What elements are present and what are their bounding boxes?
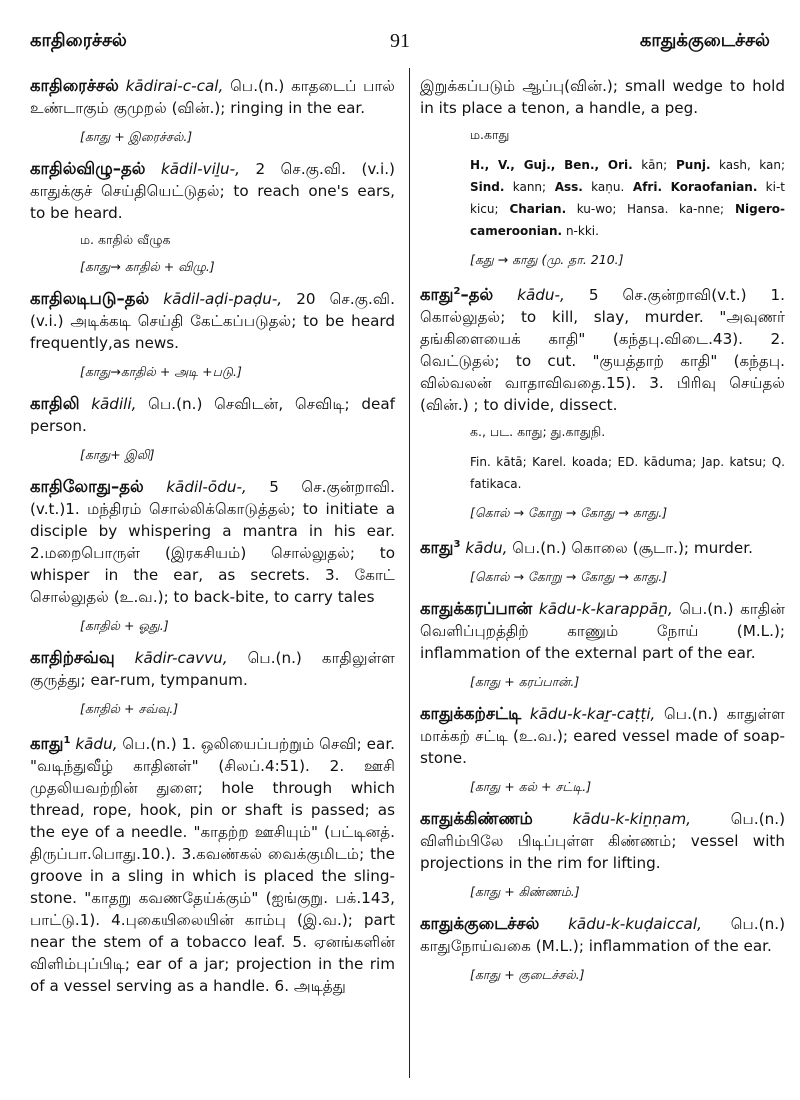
headword: காது [30, 734, 64, 754]
cognate: ம.காது [470, 127, 510, 142]
transliteration: kādirai-c-cal, [125, 77, 224, 95]
etymology: [காது→ காதில் + விழு.] [80, 259, 215, 274]
homonym-number: 1 [63, 735, 71, 746]
headword-suffix: –தல் [460, 285, 494, 305]
cognate-word: kann; [504, 180, 547, 194]
cognate-word: kān; [632, 158, 668, 172]
transliteration: kādu-, [517, 286, 565, 305]
page-number: 91 [390, 30, 410, 52]
etymology: [காது + இரைச்சல்.] [80, 129, 193, 144]
cognate-lang: Afri. Koraofanian. [624, 180, 758, 194]
headword: காதுக்கற்சட்டி [420, 704, 522, 724]
dictionary-entry [420, 281, 785, 416]
headword: காதிலோது–தல் [30, 477, 144, 496]
definition: பெ.(n.) 1. ஒலியைப்பற்றும் செவி; ear. "வடிந்துவீழ் காதினள்" (சிலப்.4:51). 2. ஊசி முதலியவற்றின் துளை; hole through which thread, rope, hook, pin or shaft is passed; as the eye of a needle. "காதற்ற ஊசியும்" (பட்டினத். திருப்பா.பொது.10.). 3.கவண்கல் வைக்குமிடம்; the groove in a sling in which is placed the sling-stone. "காதறு கவணதேய்க்கும்" (ஐங்குறு. பக்.143, பாட்டு.1). 4.புகையிலையின் காம்பு (இ.வ.); part near the stem of a tobacco leaf. 5. ஏனங்களின் விளிம்புப்பிடி; ear of a jar; projection in the rim of a vessel serving as a handle. 6. அடித்து [30, 735, 395, 996]
definition: பெ.(n.) விளிம்பிலே பிடிப்புள்ள கிண்ணம்; vessel with projections in the rim for lifting. [420, 810, 785, 873]
cognate-lang: Ass. [546, 180, 583, 194]
headword: காதுக்கிண்ணம் [420, 809, 533, 829]
headword: காது [420, 538, 454, 558]
header-right-guideword: காதுக்குடைச்சல் [639, 30, 770, 51]
etymology: [காது+ இலி] [80, 447, 155, 462]
cognate-lang: Sind. [470, 180, 505, 194]
etymology: [காதில் + சவ்வு.] [80, 701, 179, 716]
transliteration: kādili, [91, 395, 137, 413]
definition: பெ.(n.) காதுள்ள மாக்கற் சட்டி (உ.வ.); eared vessel made of soap-stone. [420, 705, 786, 768]
transliteration: kādu, [75, 735, 118, 754]
transliteration: kādu-k-kuḍaiccal, [568, 915, 702, 934]
etymology: [காதில் + ஓது.] [80, 618, 169, 633]
transliteration: kādir-cavvu, [134, 649, 228, 667]
page-header [30, 30, 770, 60]
etymology: [காது + கல் + சட்டி.] [470, 779, 592, 795]
cognates-list: Fin. kātā; Karel. koada; ED. kāduma; Jap. katsu; Q. fatikaca. [470, 455, 785, 492]
dictionary-entry [420, 703, 785, 769]
definition: பெ.(n.) காதடைப் பால் உண்டாகும் குமுறல் (வின்.); ringing in the ear. [30, 77, 396, 117]
dictionary-entry [30, 393, 395, 437]
cognate-lang: Charian. [498, 202, 567, 216]
transliteration: kādu-k-kiṉṇam, [572, 810, 691, 829]
transliteration: kādu-k-karappāṉ, [538, 600, 673, 619]
etymology: [காது + குடைச்சல்.] [470, 967, 585, 983]
definition: பெ.(n.) காதிலுள்ள குருத்து; ear-rum, tympanum. [30, 649, 396, 689]
transliteration: kādil-viḻu-, [160, 160, 240, 178]
cognate-lang: Punj. [667, 158, 711, 172]
headword: காதுக்கரப்பான் [420, 599, 533, 619]
definition: பெ.(n.) கொலை (சூடா.); murder. [507, 539, 753, 558]
transliteration: kādu, [465, 539, 508, 558]
etymology: [காது + கரப்பான்.] [470, 674, 580, 690]
header-left-guideword: காதிரைச்சல் [30, 30, 127, 51]
etymology: [கொல் → கோறு → கோது → காது.] [470, 569, 668, 585]
homonym-number: 3 [453, 539, 461, 551]
definition: 5 செ.குன்றாவி. (v.t.)1. மந்திரம் சொல்லிக்கொடுத்தல்; to initiate a disciple by whispering a mantra in his ear. 2.மறைபொருள் (இரகசியம்) சொல்லுதல்; to whisper in the ear, as secrets. 3. கோட் சொல்லுதல் (உ.வ.); to back-bite, to carry tales [30, 478, 395, 606]
entry-continuation: இறுக்கப்படும் ஆப்பு(வின்.); small wedge to hold in its place a tenon, a handle, a peg. [420, 77, 785, 117]
definition: பெ.(n.) செவிடன், செவிடி; deaf person. [30, 395, 395, 435]
cognate-lang: H., V., Guj., Ben., Ori. [470, 158, 633, 172]
headword: காதுக்குடைச்சல் [420, 914, 540, 934]
dictionary-entry [30, 647, 395, 691]
etymology: [காது→காதில் + அடி +படு.] [80, 364, 242, 379]
homonym-number: 2 [453, 286, 461, 297]
headword: காதிரைச்சல் [30, 76, 119, 95]
etymology: [கது → காது (மு. தா. 210.] [470, 252, 624, 267]
dictionary-entry [30, 476, 395, 608]
headword: காதிலடிபடு–தல் [30, 289, 150, 308]
cognate: ம. காதில் வீழுக [80, 232, 171, 247]
transliteration: kādu-k-kaṟ-caṭṭi, [529, 705, 656, 724]
definition: பெ.(n.) காதுநோய்வகை (M.L.); inflammation of the ear. [420, 915, 785, 956]
dictionary-entry [30, 158, 395, 224]
dictionary-entry [420, 913, 785, 957]
column-divider [409, 68, 410, 1078]
transliteration: kādil-aḍi-paḍu-, [163, 290, 283, 308]
etymology: [காது + கிண்ணம்.] [470, 884, 580, 900]
cognate-word: ku-wo; Hansa. ka-nne; [566, 202, 725, 216]
cognate-word: kash, kan; [710, 158, 786, 172]
dictionary-entry [30, 730, 395, 997]
right-column [420, 75, 785, 996]
cognate-word: n-kki. [562, 224, 599, 238]
dictionary-entry [30, 75, 395, 119]
transliteration: kādil-ōdu-, [166, 478, 247, 496]
dictionary-entry [420, 808, 785, 874]
headword: காது [420, 285, 454, 305]
etymology: [கொல் → கோறு → கோது → காது.] [470, 505, 668, 521]
left-column [30, 75, 395, 1003]
cognate: க., பட. காது; து.காதுநி. [470, 424, 606, 440]
cognate-word: kaṇu. [582, 180, 625, 194]
definition: 5 செ.குன்றாவி(v.t.) 1. கொல்லுதல்; to kill, slay, murder. "அவுணர் தங்கிளையைக் காதி" (கந்தபு.விடை.43). 2. வெட்டுதல்; to cut. "குயத்தாற் காதி" (கந்தபு. வில்வலன் வாதாவிவதை.15). 3. பிரிவு செய்தல் (வின்.) ; to divide, dissect. [420, 286, 785, 415]
headword: காதிற்சவ்வு [30, 648, 115, 667]
dictionary-entry [420, 534, 785, 559]
dictionary-entry [30, 288, 395, 354]
cognate-word: ki-t kicu; [470, 180, 785, 216]
dictionary-entry [420, 598, 785, 664]
headword: காதில்விழு–தல் [30, 159, 146, 178]
definition: 2 செ.கு.வி. (v.i.) காதுக்குச் செய்தியெட்டுதல்; to reach one's ears, to be heard. [30, 160, 395, 222]
cognates-list [420, 154, 785, 242]
definition: பெ.(n.) காதின் வெளிப்புறத்திற் காணும் நோய் (M.L.); inflammation of the external part of the ear. [420, 600, 786, 663]
headword: காதிலி [30, 394, 80, 413]
definition: 20 செ.கு.வி. (v.i.) அடிக்கடி செய்தி கேட்கப்படுதல்; to be heard frequently,as news. [30, 290, 395, 352]
cognate-lang: Nigero-cameroonian. [470, 202, 785, 238]
